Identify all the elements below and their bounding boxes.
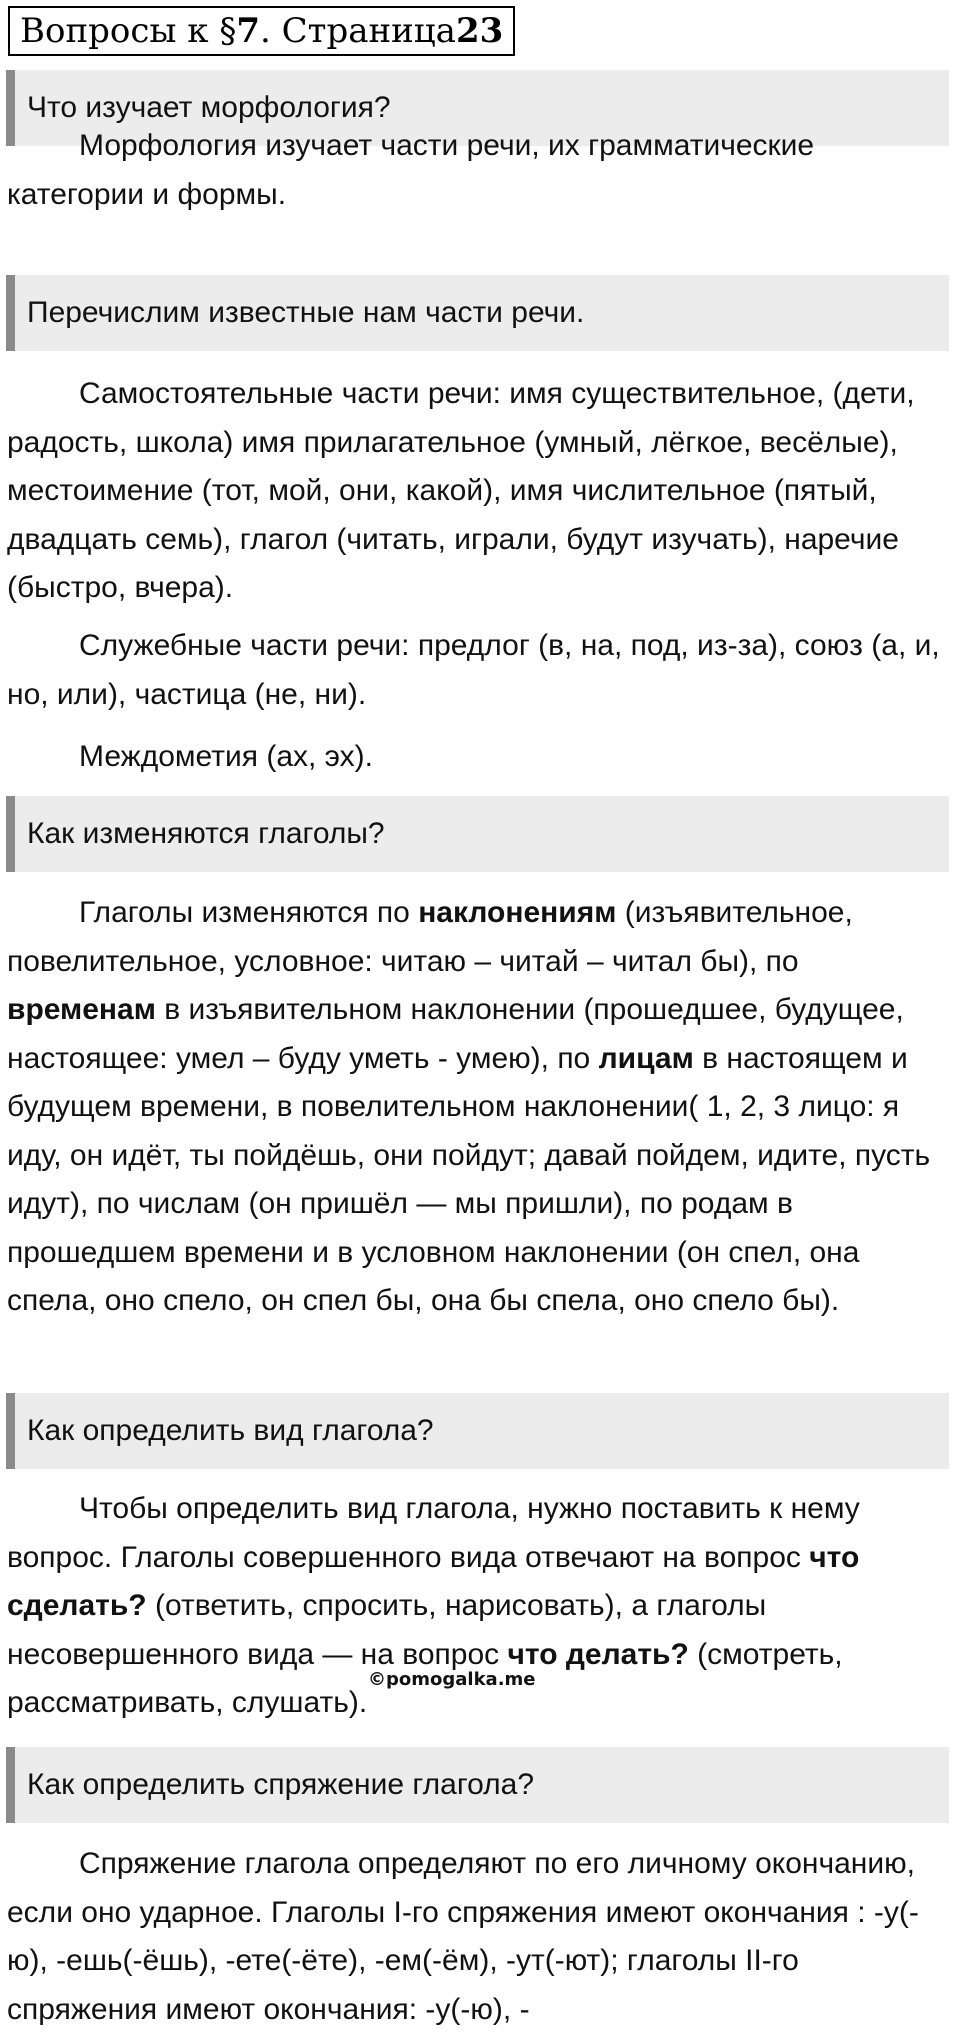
watermark: ©pomogalka.me <box>368 1669 536 1690</box>
question-verb-changes: Как изменяются глаголы? <box>6 796 949 872</box>
title-prefix: Вопросы к § <box>20 11 237 51</box>
bold-term: что делать? <box>507 1637 689 1671</box>
question-morphology: Что изучает морфология? <box>6 70 949 146</box>
bold-term: наклонениям <box>418 896 617 929</box>
title-section-number: 7 <box>236 11 260 51</box>
page-title <box>8 6 515 56</box>
text-run: (изъявительное, повелительное, условное: читаю – читай – читал бы), по <box>7 896 853 978</box>
answer-function-parts: Служебные части речи: предлог (в, на, под, из-за), союз (а, и, но, или), частица (не, ни). <box>7 629 940 711</box>
text-run: Чтобы определить вид глагола, нужно поставить к нему вопрос. Глаголы совершенного вида отвечают на вопрос <box>7 1492 860 1574</box>
text-run: в изъявительном наклонении (прошедшее, будущее, настоящее: умел – буду уметь - умею), по <box>7 993 904 1075</box>
text-run: Глаголы изменяются по <box>79 896 419 929</box>
text-run: (смотреть, рассматривать, слушать). <box>7 1637 843 1719</box>
answer-verb-changes <box>7 889 953 1326</box>
bold-term: что сделать? <box>7 1540 860 1622</box>
question-verb-aspect: Как определить вид глагола? <box>6 1393 949 1469</box>
text-run: в настоящем и будущем времени, в повелительном наклонении( 1, 2, 3 лицо: я иду, он идёт, ты пойдёшь, они пойдут; давай пойдем, идите, пусть идут), по числам (он пришёл — мы пришли), по родам в прошедшем времени и в условном наклонении (он спел, она спела, оно спело, он спел бы, она бы спела, оно спело бы). <box>7 1041 931 1317</box>
title-page-number: 23 <box>455 11 504 51</box>
answer-verb-conjugation: Спряжение глагола определяют по его личному окончанию, если оно ударное. Глаголы I-го спряжения имеют окончания : -у(-ю), -ешь(-ёшь), -ете(-ёте), -ем(-ём), -ут(-ют); глаголы II-го спряжения имеют окончания: -у(-ю), - <box>7 1847 919 2026</box>
title-mid: . Страница <box>260 11 456 51</box>
answer-interjections: Междометия (ах, эх). <box>79 740 373 773</box>
question-verb-conjugation: Как определить спряжение глагола? <box>6 1747 949 1823</box>
bold-term: временам <box>7 993 156 1026</box>
text-run: (ответить, спросить, нарисовать), а глаголы несовершенного вида — на вопрос <box>7 1589 767 1671</box>
answer-verb-aspect <box>7 1485 953 1728</box>
bold-term: лицам <box>598 1041 694 1075</box>
question-parts-of-speech: Перечислим известные нам части речи. <box>6 275 949 351</box>
answer-morphology: Морфология изучает части речи, их грамматические категории и формы. <box>7 129 815 211</box>
answer-independent-parts: Самостоятельные части речи: имя существительное, (дети, радость, школа) имя прилагательное (умный, лёгкое, весёлые), местоимение (тот, мой, они, какой), имя числительное (пятый, двадцать семь), глагол (читать, играли, будут изучать), наречие (быстро, вчера). <box>7 377 915 604</box>
